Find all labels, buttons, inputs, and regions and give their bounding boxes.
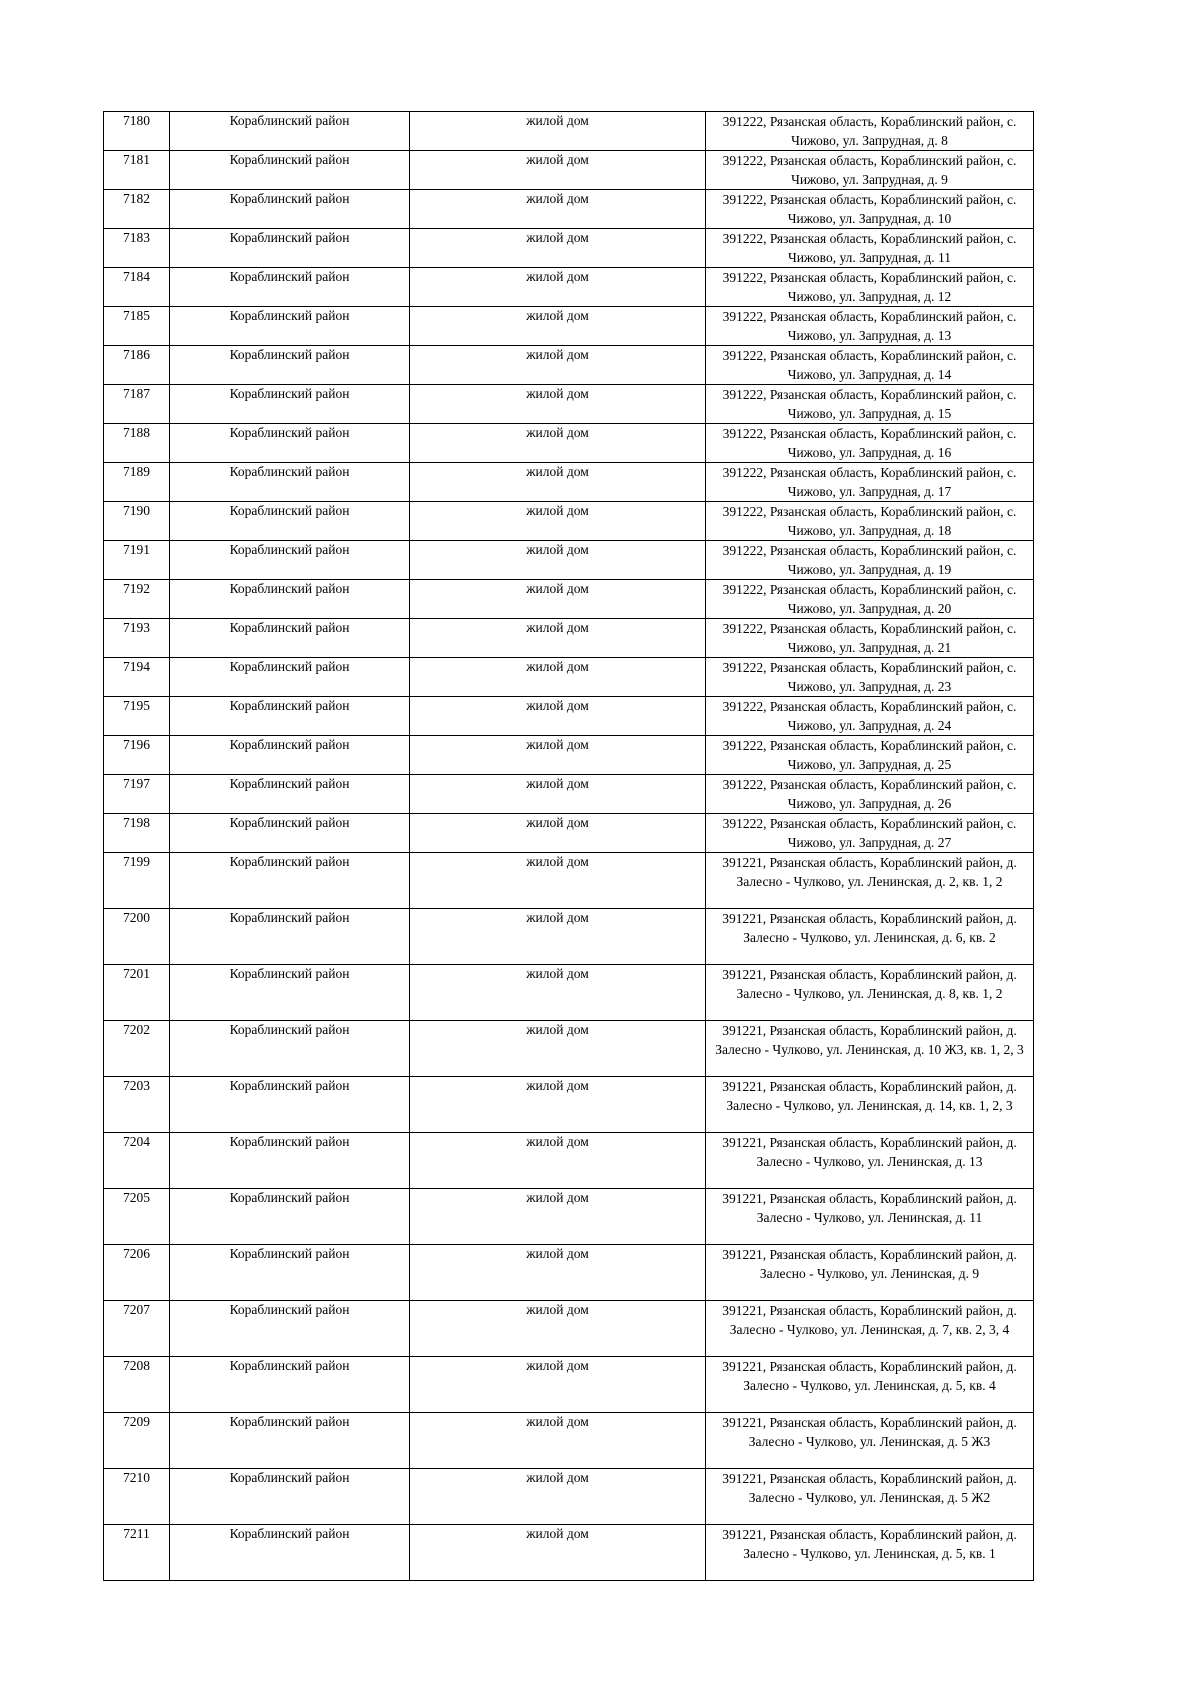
district-cell: Кораблинский район xyxy=(170,1469,410,1525)
object-type-cell: жилой дом xyxy=(410,909,706,965)
address-cell: 391222, Рязанская область, Кораблинский район, с. Чижово, ул. Запрудная, д. 14 xyxy=(706,346,1034,385)
address-cell: 391221, Рязанская область, Кораблинский район, д. Залесно - Чулково, ул. Ленинская, д. 13 xyxy=(706,1133,1034,1189)
address-cell: 391221, Рязанская область, Кораблинский район, д. Залесно - Чулково, ул. Ленинская, д. 10 Ж3, кв. 1, 2, 3 xyxy=(706,1021,1034,1077)
row-number-cell: 7197 xyxy=(104,775,170,814)
address-cell: 391221, Рязанская область, Кораблинский район, д. Залесно - Чулково, ул. Ленинская, д. 6, кв. 2 xyxy=(706,909,1034,965)
district-cell: Кораблинский район xyxy=(170,965,410,1021)
row-number-cell: 7206 xyxy=(104,1245,170,1301)
object-type-cell: жилой дом xyxy=(410,268,706,307)
district-cell: Кораблинский район xyxy=(170,1357,410,1413)
address-cell: 391222, Рязанская область, Кораблинский район, с. Чижово, ул. Запрудная, д. 12 xyxy=(706,268,1034,307)
district-cell: Кораблинский район xyxy=(170,541,410,580)
address-cell: 391222, Рязанская область, Кораблинский район, с. Чижово, ул. Запрудная, д. 13 xyxy=(706,307,1034,346)
table-row xyxy=(104,1357,1034,1413)
table-row xyxy=(104,909,1034,965)
district-cell: Кораблинский район xyxy=(170,424,410,463)
object-type-cell: жилой дом xyxy=(410,1021,706,1077)
row-number-cell: 7208 xyxy=(104,1357,170,1413)
object-type-cell: жилой дом xyxy=(410,965,706,1021)
address-cell: 391221, Рязанская область, Кораблинский район, д. Залесно - Чулково, ул. Ленинская, д. 11 xyxy=(706,1189,1034,1245)
object-type-cell: жилой дом xyxy=(410,736,706,775)
address-cell: 391222, Рязанская область, Кораблинский район, с. Чижово, ул. Запрудная, д. 24 xyxy=(706,697,1034,736)
address-cell: 391222, Рязанская область, Кораблинский район, с. Чижово, ул. Запрудная, д. 20 xyxy=(706,580,1034,619)
object-type-cell: жилой дом xyxy=(410,307,706,346)
district-cell: Кораблинский район xyxy=(170,1301,410,1357)
table-row xyxy=(104,1077,1034,1133)
row-number-cell: 7203 xyxy=(104,1077,170,1133)
table-row xyxy=(104,112,1034,151)
object-type-cell: жилой дом xyxy=(410,502,706,541)
table-row xyxy=(104,736,1034,775)
district-cell: Кораблинский район xyxy=(170,1189,410,1245)
address-cell: 391221, Рязанская область, Кораблинский район, д. Залесно - Чулково, ул. Ленинская, д. 5 Ж2 xyxy=(706,1469,1034,1525)
address-cell: 391222, Рязанская область, Кораблинский район, с. Чижово, ул. Запрудная, д. 25 xyxy=(706,736,1034,775)
district-cell: Кораблинский район xyxy=(170,112,410,151)
district-cell: Кораблинский район xyxy=(170,619,410,658)
table-row xyxy=(104,1525,1034,1581)
table-row xyxy=(104,853,1034,909)
object-type-cell: жилой дом xyxy=(410,1189,706,1245)
row-number-cell: 7196 xyxy=(104,736,170,775)
table-row xyxy=(104,697,1034,736)
object-type-cell: жилой дом xyxy=(410,853,706,909)
object-type-cell: жилой дом xyxy=(410,1133,706,1189)
district-cell: Кораблинский район xyxy=(170,909,410,965)
row-number-cell: 7199 xyxy=(104,853,170,909)
district-cell: Кораблинский район xyxy=(170,229,410,268)
table-row xyxy=(104,619,1034,658)
table-row xyxy=(104,385,1034,424)
table-row xyxy=(104,1189,1034,1245)
row-number-cell: 7200 xyxy=(104,909,170,965)
address-cell: 391222, Рязанская область, Кораблинский район, с. Чижово, ул. Запрудная, д. 21 xyxy=(706,619,1034,658)
object-type-cell: жилой дом xyxy=(410,151,706,190)
row-number-cell: 7201 xyxy=(104,965,170,1021)
address-cell: 391221, Рязанская область, Кораблинский район, д. Залесно - Чулково, ул. Ленинская, д. 14, кв. 1, 2, 3 xyxy=(706,1077,1034,1133)
district-cell: Кораблинский район xyxy=(170,1077,410,1133)
district-cell: Кораблинский район xyxy=(170,190,410,229)
row-number-cell: 7192 xyxy=(104,580,170,619)
district-cell: Кораблинский район xyxy=(170,1413,410,1469)
row-number-cell: 7189 xyxy=(104,463,170,502)
district-cell: Кораблинский район xyxy=(170,346,410,385)
district-cell: Кораблинский район xyxy=(170,658,410,697)
address-cell: 391222, Рязанская область, Кораблинский район, с. Чижово, ул. Запрудная, д. 9 xyxy=(706,151,1034,190)
district-cell: Кораблинский район xyxy=(170,814,410,853)
district-cell: Кораблинский район xyxy=(170,1525,410,1581)
table-row xyxy=(104,1021,1034,1077)
table-row xyxy=(104,1469,1034,1525)
row-number-cell: 7183 xyxy=(104,229,170,268)
row-number-cell: 7209 xyxy=(104,1413,170,1469)
object-type-cell: жилой дом xyxy=(410,229,706,268)
object-type-cell: жилой дом xyxy=(410,1469,706,1525)
row-number-cell: 7207 xyxy=(104,1301,170,1357)
address-cell: 391222, Рязанская область, Кораблинский район, с. Чижово, ул. Запрудная, д. 11 xyxy=(706,229,1034,268)
table-row xyxy=(104,502,1034,541)
address-cell: 391221, Рязанская область, Кораблинский район, д. Залесно - Чулково, ул. Ленинская, д. 5, кв. 4 xyxy=(706,1357,1034,1413)
object-type-cell: жилой дом xyxy=(410,658,706,697)
registry-body xyxy=(104,112,1034,1581)
object-type-cell: жилой дом xyxy=(410,775,706,814)
address-cell: 391222, Рязанская область, Кораблинский район, с. Чижово, ул. Запрудная, д. 16 xyxy=(706,424,1034,463)
table-row xyxy=(104,580,1034,619)
district-cell: Кораблинский район xyxy=(170,385,410,424)
object-type-cell: жилой дом xyxy=(410,1077,706,1133)
object-type-cell: жилой дом xyxy=(410,385,706,424)
object-type-cell: жилой дом xyxy=(410,580,706,619)
district-cell: Кораблинский район xyxy=(170,1245,410,1301)
table-row xyxy=(104,307,1034,346)
district-cell: Кораблинский район xyxy=(170,775,410,814)
table-row xyxy=(104,463,1034,502)
district-cell: Кораблинский район xyxy=(170,853,410,909)
district-cell: Кораблинский район xyxy=(170,151,410,190)
object-type-cell: жилой дом xyxy=(410,463,706,502)
row-number-cell: 7202 xyxy=(104,1021,170,1077)
object-type-cell: жилой дом xyxy=(410,1525,706,1581)
object-type-cell: жилой дом xyxy=(410,1301,706,1357)
row-number-cell: 7184 xyxy=(104,268,170,307)
object-type-cell: жилой дом xyxy=(410,814,706,853)
address-cell: 391221, Рязанская область, Кораблинский район, д. Залесно - Чулково, ул. Ленинская, д. 5, кв. 1 xyxy=(706,1525,1034,1581)
object-type-cell: жилой дом xyxy=(410,112,706,151)
table-row xyxy=(104,814,1034,853)
table-row xyxy=(104,1301,1034,1357)
row-number-cell: 7190 xyxy=(104,502,170,541)
row-number-cell: 7195 xyxy=(104,697,170,736)
address-cell: 391222, Рязанская область, Кораблинский район, с. Чижово, ул. Запрудная, д. 10 xyxy=(706,190,1034,229)
row-number-cell: 7198 xyxy=(104,814,170,853)
row-number-cell: 7205 xyxy=(104,1189,170,1245)
row-number-cell: 7191 xyxy=(104,541,170,580)
district-cell: Кораблинский район xyxy=(170,268,410,307)
address-cell: 391221, Рязанская область, Кораблинский район, д. Залесно - Чулково, ул. Ленинская, д. 8, кв. 1, 2 xyxy=(706,965,1034,1021)
address-cell: 391222, Рязанская область, Кораблинский район, с. Чижово, ул. Запрудная, д. 19 xyxy=(706,541,1034,580)
table-row xyxy=(104,346,1034,385)
table-row xyxy=(104,1245,1034,1301)
address-cell: 391222, Рязанская область, Кораблинский район, с. Чижово, ул. Запрудная, д. 17 xyxy=(706,463,1034,502)
table-row xyxy=(104,658,1034,697)
district-cell: Кораблинский район xyxy=(170,580,410,619)
row-number-cell: 7182 xyxy=(104,190,170,229)
object-type-cell: жилой дом xyxy=(410,541,706,580)
district-cell: Кораблинский район xyxy=(170,1021,410,1077)
object-type-cell: жилой дом xyxy=(410,1245,706,1301)
table-row xyxy=(104,965,1034,1021)
table-row xyxy=(104,541,1034,580)
district-cell: Кораблинский район xyxy=(170,736,410,775)
row-number-cell: 7180 xyxy=(104,112,170,151)
table-row xyxy=(104,1413,1034,1469)
address-cell: 391221, Рязанская область, Кораблинский район, д. Залесно - Чулково, ул. Ленинская, д. 7, кв. 2, 3, 4 xyxy=(706,1301,1034,1357)
district-cell: Кораблинский район xyxy=(170,307,410,346)
table-row xyxy=(104,268,1034,307)
address-cell: 391222, Рязанская область, Кораблинский район, с. Чижово, ул. Запрудная, д. 27 xyxy=(706,814,1034,853)
table-row xyxy=(104,424,1034,463)
district-cell: Кораблинский район xyxy=(170,697,410,736)
address-cell: 391222, Рязанская область, Кораблинский район, с. Чижово, ул. Запрудная, д. 23 xyxy=(706,658,1034,697)
object-type-cell: жилой дом xyxy=(410,697,706,736)
address-cell: 391222, Рязанская область, Кораблинский район, с. Чижово, ул. Запрудная, д. 15 xyxy=(706,385,1034,424)
address-cell: 391222, Рязанская область, Кораблинский район, с. Чижово, ул. Запрудная, д. 26 xyxy=(706,775,1034,814)
object-type-cell: жилой дом xyxy=(410,1413,706,1469)
object-type-cell: жилой дом xyxy=(410,190,706,229)
row-number-cell: 7193 xyxy=(104,619,170,658)
object-type-cell: жилой дом xyxy=(410,619,706,658)
table-row xyxy=(104,151,1034,190)
district-cell: Кораблинский район xyxy=(170,502,410,541)
row-number-cell: 7204 xyxy=(104,1133,170,1189)
row-number-cell: 7210 xyxy=(104,1469,170,1525)
address-cell: 391221, Рязанская область, Кораблинский район, д. Залесно - Чулково, ул. Ленинская, д. 2, кв. 1, 2 xyxy=(706,853,1034,909)
table-row xyxy=(104,190,1034,229)
row-number-cell: 7188 xyxy=(104,424,170,463)
district-cell: Кораблинский район xyxy=(170,463,410,502)
row-number-cell: 7194 xyxy=(104,658,170,697)
row-number-cell: 7186 xyxy=(104,346,170,385)
object-type-cell: жилой дом xyxy=(410,424,706,463)
table-row xyxy=(104,229,1034,268)
row-number-cell: 7211 xyxy=(104,1525,170,1581)
district-cell: Кораблинский район xyxy=(170,1133,410,1189)
address-cell: 391222, Рязанская область, Кораблинский район, с. Чижово, ул. Запрудная, д. 18 xyxy=(706,502,1034,541)
address-cell: 391221, Рязанская область, Кораблинский район, д. Залесно - Чулково, ул. Ленинская, д. 9 xyxy=(706,1245,1034,1301)
address-cell: 391222, Рязанская область, Кораблинский район, с. Чижово, ул. Запрудная, д. 8 xyxy=(706,112,1034,151)
address-cell: 391221, Рязанская область, Кораблинский район, д. Залесно - Чулково, ул. Ленинская, д. 5 Ж3 xyxy=(706,1413,1034,1469)
row-number-cell: 7187 xyxy=(104,385,170,424)
object-type-cell: жилой дом xyxy=(410,346,706,385)
table-row xyxy=(104,775,1034,814)
property-registry-table xyxy=(103,111,1034,1581)
object-type-cell: жилой дом xyxy=(410,1357,706,1413)
table-row xyxy=(104,1133,1034,1189)
row-number-cell: 7181 xyxy=(104,151,170,190)
row-number-cell: 7185 xyxy=(104,307,170,346)
